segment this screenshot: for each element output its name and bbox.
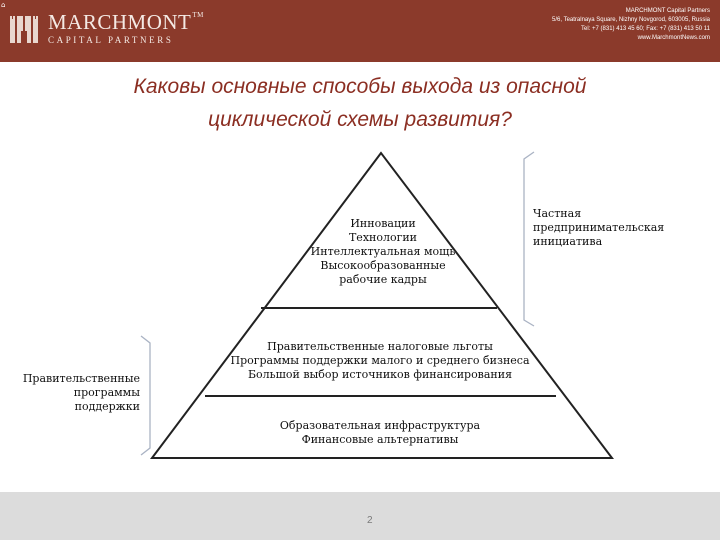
pyramid-middle-text: [200, 340, 560, 382]
government-programs-line-3: поддержки: [74, 400, 140, 413]
pyramid-bottom-line-1: Образовательная инфраструктура: [279, 419, 481, 432]
pyramid-bottom-line-2: Финансовые альтернативы: [301, 433, 459, 446]
private-initiative-label: [533, 207, 664, 249]
pyramid-top-line-4: Высокообразованные: [320, 259, 446, 272]
private-initiative-line-3: инициатива: [533, 235, 603, 248]
pyramid-outline: [152, 153, 612, 458]
left-bracket: [141, 336, 150, 455]
pyramid-middle-line-1: Правительственные налоговые льготы: [267, 340, 493, 353]
slide-title-line-2: циклической схемы развития?: [208, 108, 512, 131]
pyramid-bottom-text: [240, 419, 520, 447]
government-programs-line-2: программы: [73, 386, 140, 399]
page-number: 2: [367, 515, 373, 526]
brand-subtitle: CAPITAL PARTNERS: [48, 35, 174, 45]
contact-address: 5/6, Teatralnaya Square, Nizhny Novgorod, 603005, Russia: [552, 17, 710, 23]
footer-bar: [0, 492, 720, 540]
pyramid-middle-line-2: Программы поддержки малого и среднего бизнеса: [230, 354, 530, 367]
pyramid-top-line-5: рабочие кадры: [339, 273, 427, 286]
contact-phone: Tel: +7 (831) 413 45 60; Fax: +7 (831) 413 50 11: [581, 26, 710, 32]
corner-icon: ⌂: [1, 1, 6, 9]
private-initiative-line-2: предпринимательская: [533, 221, 665, 234]
pyramid-top-line-3: Интеллектуальная мощь: [310, 245, 456, 258]
pyramid-middle-line-3: Большой выбор источников финансирования: [247, 368, 513, 381]
pyramid-top-text: [283, 217, 483, 287]
government-programs-label: [8, 372, 140, 414]
private-initiative-line-1: Частная: [533, 207, 582, 220]
brand-tm: TM: [192, 11, 204, 19]
pyramid-top-line-1: Инновации: [350, 217, 416, 230]
slide-title-line-1: Каковы основные способы выхода из опасной: [133, 75, 587, 98]
government-programs-line-1: Правительственные: [22, 372, 140, 385]
contact-website: www.MarchmontNews.com: [637, 35, 710, 41]
contact-company: MARCHMONT Capital Partners: [625, 8, 710, 14]
brand-name: MARCHMONT™: [48, 10, 204, 34]
pyramid-top-line-2: Технологии: [348, 231, 418, 244]
